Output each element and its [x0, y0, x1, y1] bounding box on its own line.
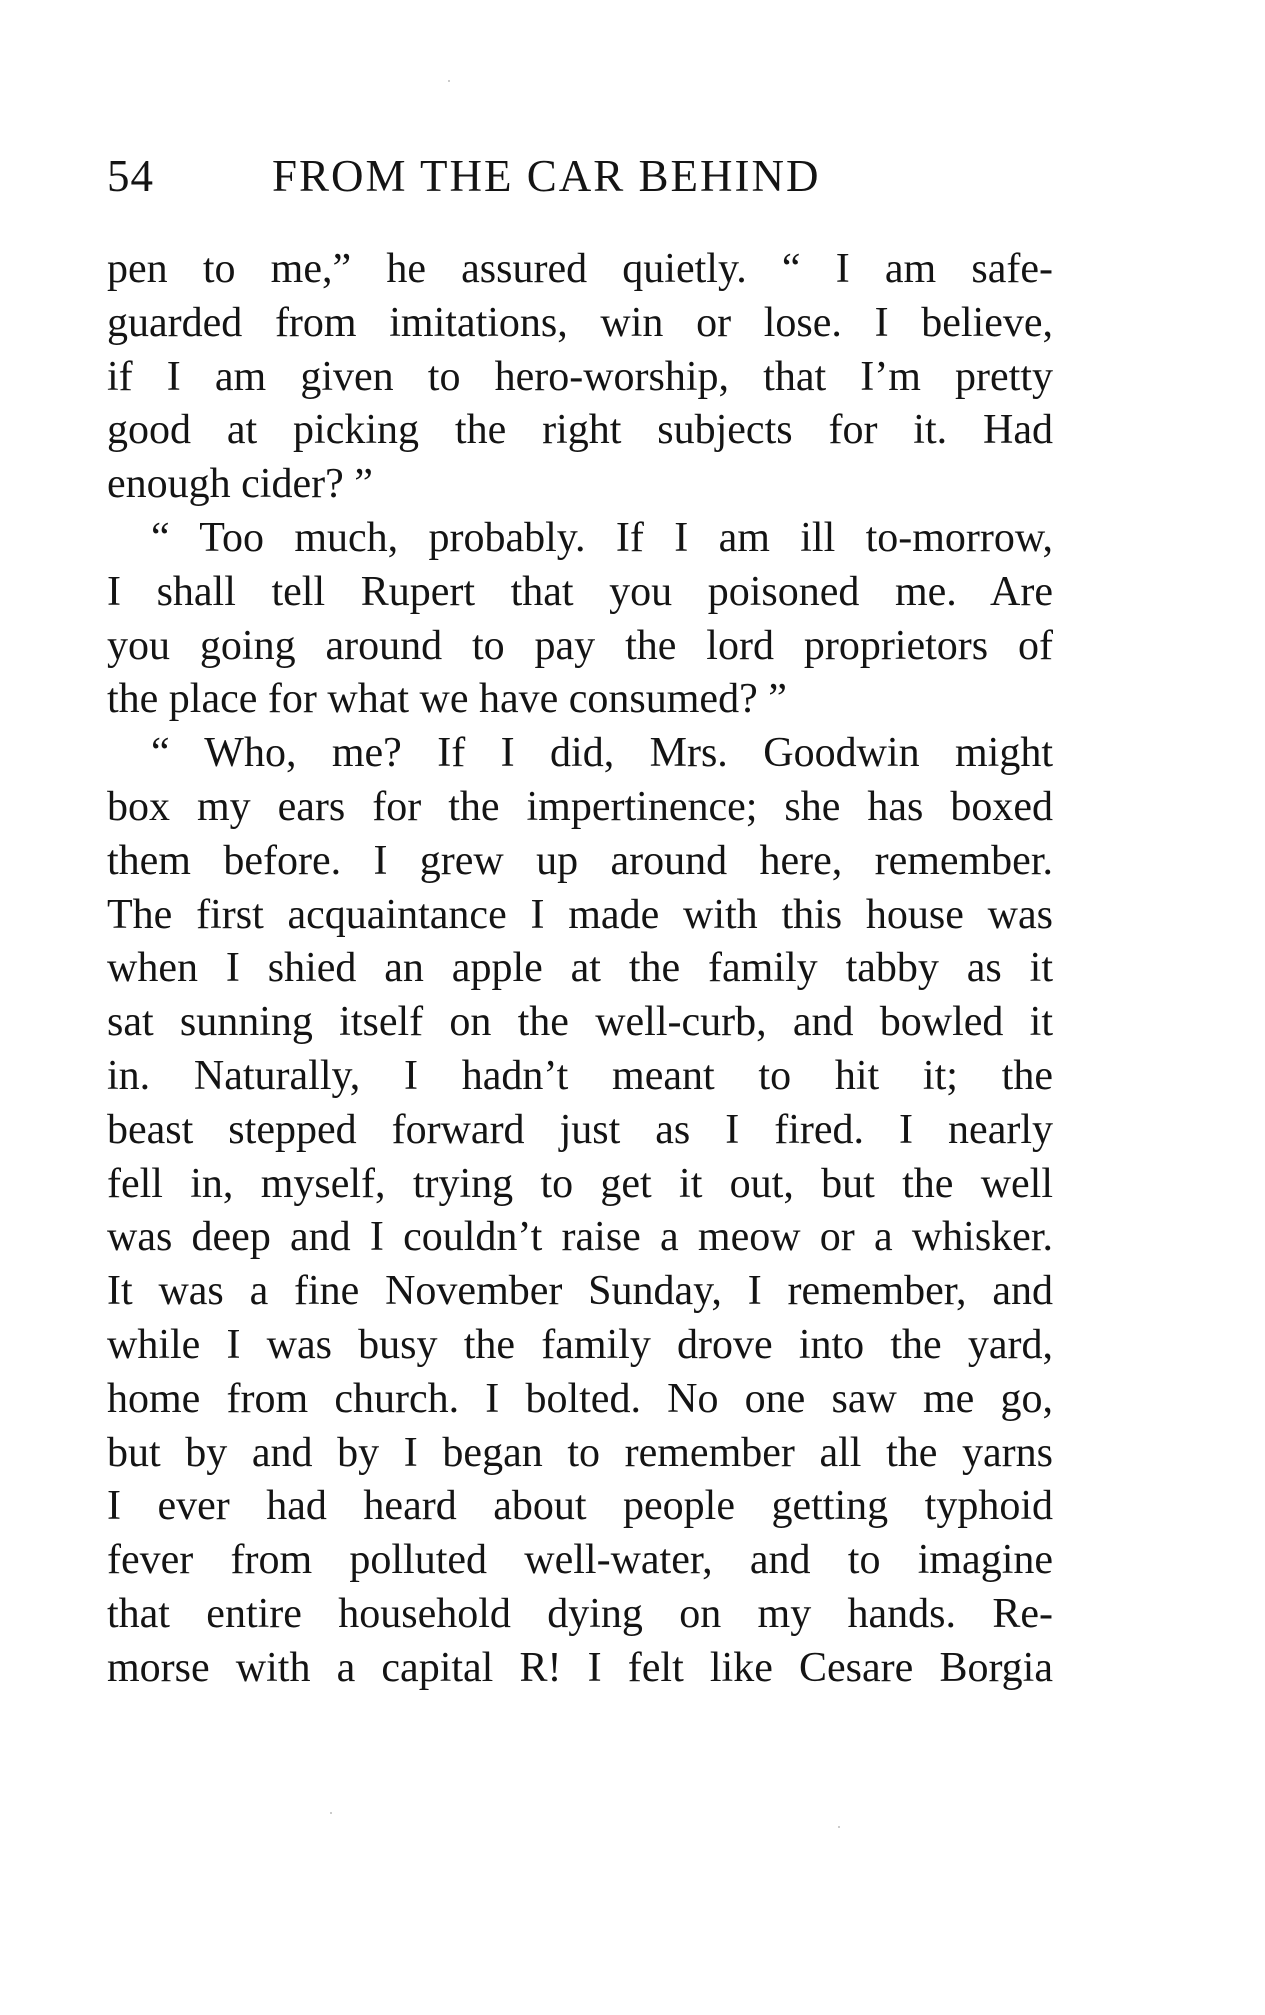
text-line: if I am given to hero-worship, that I’m pretty — [107, 353, 1053, 400]
paper-speck — [448, 80, 450, 82]
page-number: 54 — [107, 151, 154, 201]
text-line: enough cider? ” — [107, 461, 373, 508]
text-line: you going around to pay the lord proprietors of — [107, 622, 1053, 669]
text-line: was deep and I couldn’t raise a meow or a whisker. — [107, 1214, 1053, 1261]
text-line: sat sunning itself on the well-curb, and bowled it — [107, 999, 1053, 1046]
body-text — [107, 243, 1053, 1696]
text-line: when I shied an apple at the family tabby as it — [107, 945, 1053, 992]
text-line: “ Too much, probably. If I am ill to-morrow, — [151, 514, 1053, 561]
text-line: in. Naturally, I hadn’t meant to hit it; the — [107, 1052, 1053, 1099]
running-title: FROM THE CAR BEHIND — [272, 151, 821, 201]
text-line: box my ears for the impertinence; she has boxed — [107, 783, 1053, 830]
text-line: home from church. I bolted. No one saw me go, — [107, 1375, 1053, 1422]
text-line: them before. I grew up around here, remember. — [107, 837, 1053, 884]
text-line: but by and by I began to remember all the yarns — [107, 1429, 1053, 1476]
text-line: good at picking the right subjects for it. Had — [107, 407, 1053, 454]
text-line: I shall tell Rupert that you poisoned me. Are — [107, 568, 1053, 615]
text-line: It was a fine November Sunday, I remember, and — [107, 1268, 1053, 1315]
paper-speck — [330, 1812, 332, 1814]
page-header — [107, 150, 1067, 210]
text-line: fever from polluted well-water, and to imagine — [107, 1537, 1053, 1584]
text-line: the place for what we have consumed? ” — [107, 676, 787, 723]
text-line: beast stepped forward just as I fired. I nearly — [107, 1106, 1053, 1153]
text-line: “ Who, me? If I did, Mrs. Goodwin might — [151, 730, 1053, 777]
text-line: pen to me,” he assured quietly. “ I am safe- — [107, 246, 1053, 292]
paper-speck — [838, 1826, 840, 1828]
text-line: morse with a capital R! I felt like Cesare Borgia — [107, 1644, 1053, 1691]
text-line: that entire household dying on my hands. Re- — [107, 1590, 1053, 1637]
text-line: while I was busy the family drove into the yard, — [107, 1321, 1053, 1368]
text-line: I ever had heard about people getting typhoid — [107, 1483, 1053, 1530]
text-line: The first acquaintance I made with this house was — [107, 891, 1053, 938]
text-line: guarded from imitations, win or lose. I believe, — [107, 299, 1053, 346]
text-line: fell in, myself, trying to get it out, but the well — [107, 1160, 1053, 1207]
